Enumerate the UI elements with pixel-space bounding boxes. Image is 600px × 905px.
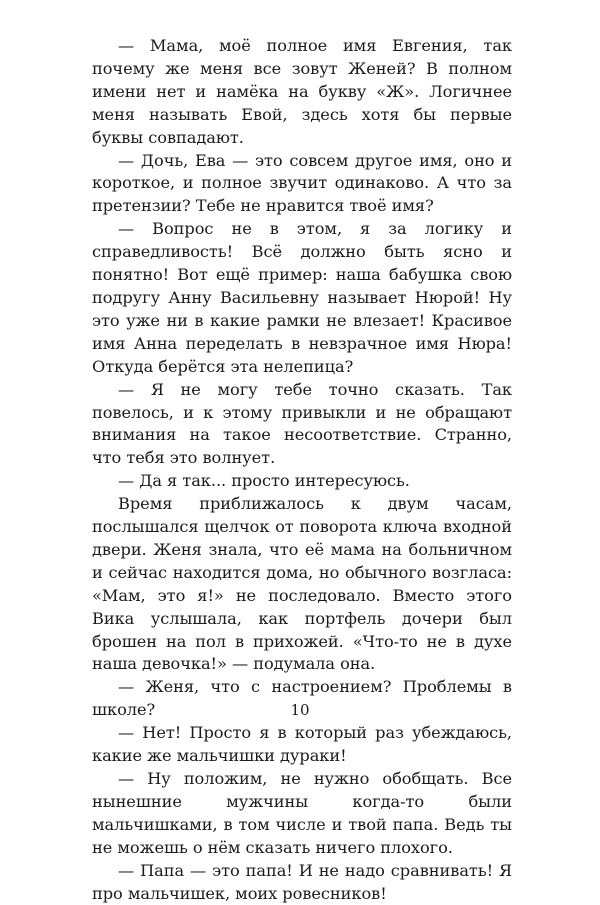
paragraph-7: — Женя, что с настроением? Проблемы в школе?: [92, 677, 512, 720]
paragraph-3: — Вопрос не в этом, я за логику и справедливость! Всё должно быть ясно и понятно! Вот ещё пример: наша бабушка свою подругу Анну Васильевну называет Нюрой! Ну это уже ни в какие рамки не влезает! Красивое имя Анна переделать в невзрачное имя Нюра! Откуда берётся эта нелепица?: [92, 219, 512, 376]
paragraph-4: — Я не могу тебе точно сказать. Так повелось, и к этому привыкли и не обращают внимания на такое несоответствие. Странно, что тебя это волнует.: [92, 379, 512, 468]
page-number: 10: [290, 701, 310, 719]
paragraph-6: Время приближалось к двум часам, послышался щелчок от поворота ключа входной двери. Женя знала, что её мама на больничном и сейчас находится дома, но обычного возгласа: «Мам, это я!» не последовало. Вместо этого Вика услышала, как портфель дочери был брошен на пол в прихожей. «Что-то не в духе наша девочка!» — подумала она.: [92, 494, 512, 674]
paragraph-10: — Папа — это папа! И не надо сравнивать! Я про мальчишек, моих ровесников!: [92, 860, 512, 903]
paragraph-5: — Да я так... просто интересуюсь.: [118, 471, 410, 491]
paragraph-1: — Мама, моё полное имя Евгения, так почему же меня все зовут Женей? В полном имени нет и намёка на букву «Ж». Логичнее меня называть Евой, здесь хотя бы первые буквы совпадают.: [92, 36, 512, 147]
paragraph-9: — Ну положим, не нужно обобщать. Все нынешние мужчины когда-то были мальчишками, в том числе и твой папа. Ведь ты не можешь о нём сказать ничего плохого.: [92, 769, 512, 857]
paragraph-2: — Дочь, Ева — это совсем другое имя, оно и короткое, и полное звучит одинаково. А что за претензии? Тебе не нравится твоё имя?: [92, 150, 512, 216]
body-text: [92, 35, 512, 905]
paragraph-8: — Нет! Просто я в который раз убеждаюсь, какие же мальчишки дураки!: [92, 723, 512, 766]
